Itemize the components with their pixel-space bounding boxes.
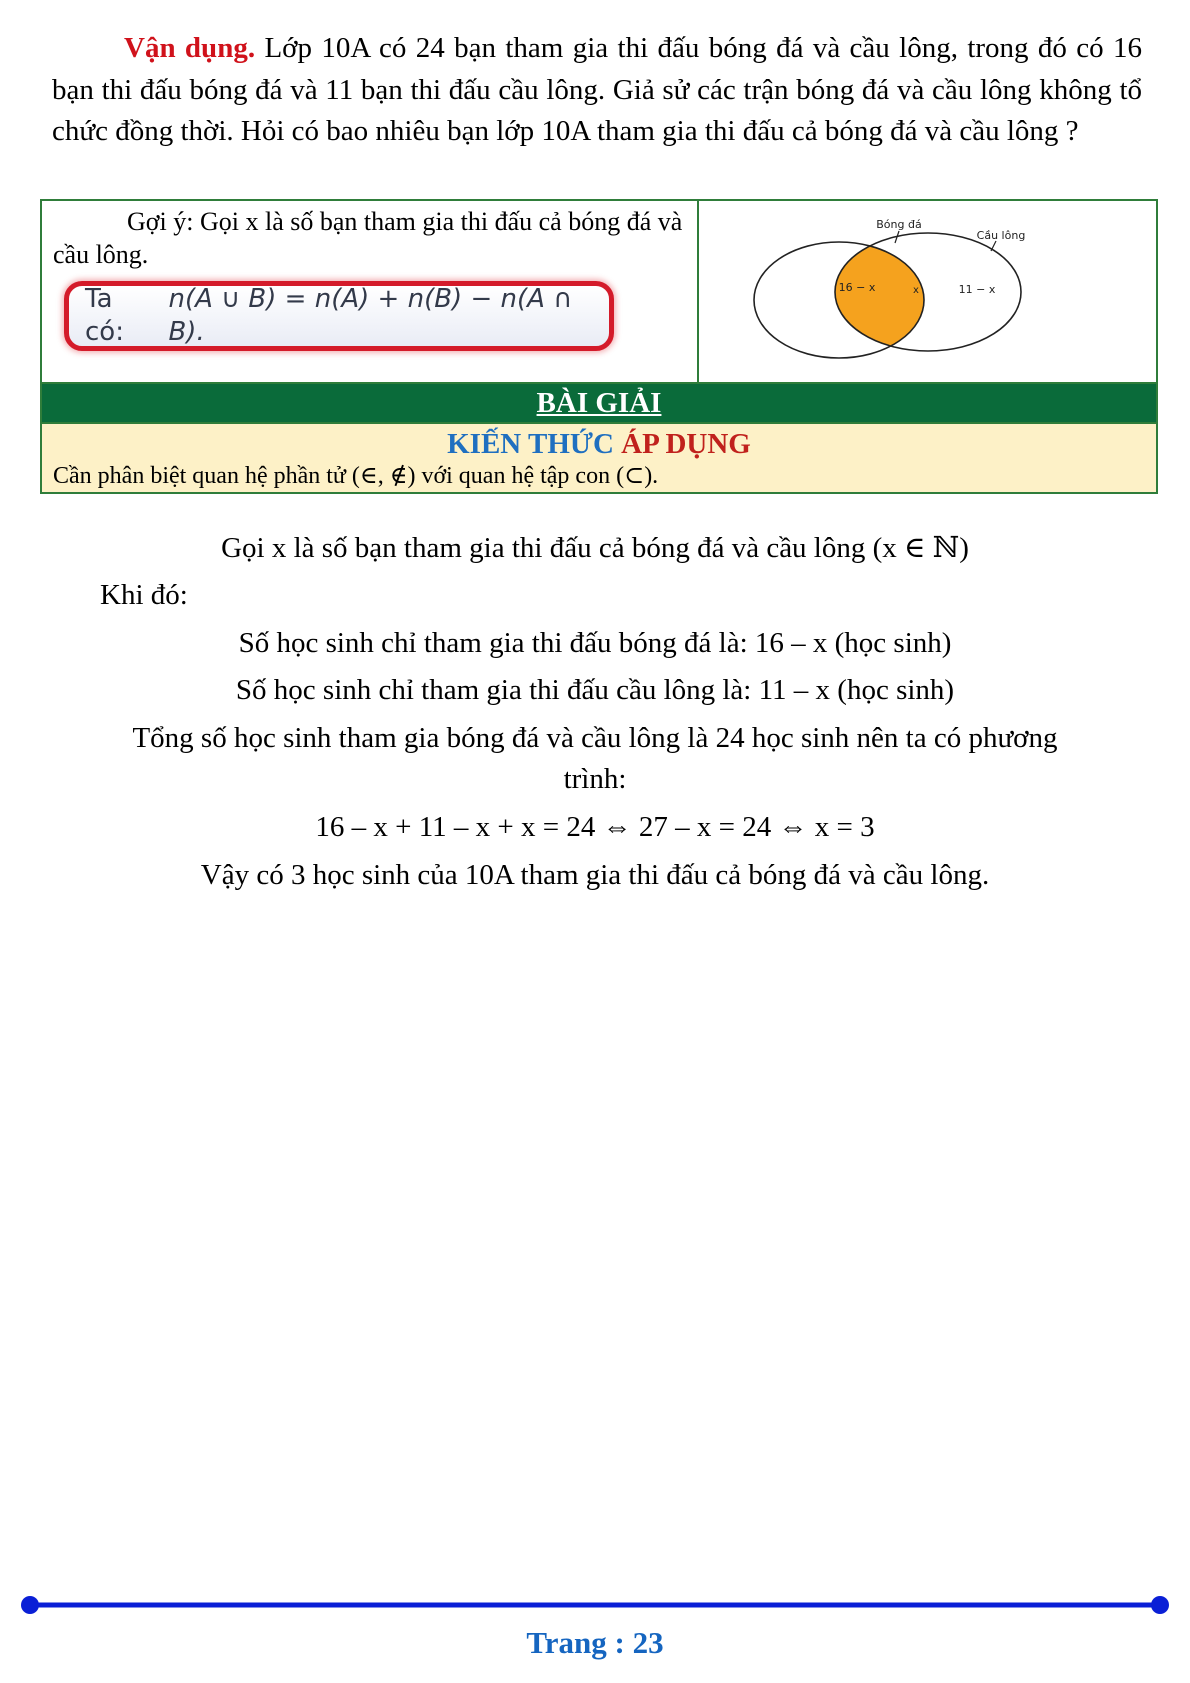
solution-line-4: Số học sinh chỉ tham gia thi đấu cầu lông là: 11 – x (học sinh) xyxy=(235,674,955,706)
formula-text: n(A ∪ B) = n(A) + n(B) − n(A ∩ B). xyxy=(168,284,573,347)
solution-equation: 16 – x + 11 – x + x = 24 ⇔ 27 – x = 24 ⇔ x = 3 xyxy=(315,811,875,843)
venn-diagram xyxy=(699,201,1156,380)
footer-dot-right xyxy=(1151,1596,1169,1614)
knowledge-title xyxy=(42,424,1156,462)
footer-divider xyxy=(0,1595,1190,1615)
solution-bar xyxy=(42,384,1156,424)
hint-text: Gợi ý: Gọi x là số bạn tham gia thi đấu cả bóng đá và cầu lông. xyxy=(53,207,683,269)
problem-lead: Vận dụng. xyxy=(124,32,256,64)
knowledge-title-part1: KIẾN THỨC xyxy=(447,428,614,460)
hint-row xyxy=(42,201,1156,384)
hint-cell xyxy=(42,201,699,382)
solution-line-2: Khi đó: xyxy=(100,579,188,611)
venn-cell xyxy=(699,201,1156,382)
formula-prefix: Ta có: xyxy=(85,284,124,347)
knowledge-text: Cần phân biệt quan hệ phần tử (∈, ∉) với quan hệ tập con (⊂). xyxy=(53,463,659,489)
page-number: Trang : 23 xyxy=(526,1625,664,1660)
solution-line-1: Gọi x là số bạn tham gia thi đấu cả bóng đá và cầu lông (x ∈ ℕ) xyxy=(221,532,969,564)
solution-line-5a: Tổng số học sinh tham gia bóng đá và cầu lông là 24 học sinh nên ta có phương xyxy=(132,722,1058,754)
knowledge-panel xyxy=(42,424,1156,492)
solution-line-3: Số học sinh chỉ tham gia thi đấu bóng đá là: 16 – x (học sinh) xyxy=(238,627,952,659)
problem-text: Lớp 10A có 24 bạn tham gia thi đấu bóng đá và cầu lông, trong đó có 16 bạn thi đấu bóng đá và 11 bạn thi đấu cầu lông. Giả sử các trận bóng đá và cầu lông không tổ chức đồng thời. Hỏi có bao nhiêu bạn lớp 10A tham gia thi đấu cả bóng đá và cầu lông ? xyxy=(52,32,1142,147)
knowledge-title-part2: ÁP DỤNG xyxy=(613,428,751,460)
problem-statement xyxy=(52,28,1142,153)
solution-conclusion: Vậy có 3 học sinh của 10A tham gia thi đấu cả bóng đá và cầu lông. xyxy=(200,859,990,891)
formula-box xyxy=(64,281,614,351)
venn-label-a: Bóng đá xyxy=(876,218,922,231)
solution-line-5b: trình: xyxy=(563,763,627,795)
venn-only-a: 16 − x xyxy=(838,281,876,294)
hint-box xyxy=(40,199,1158,494)
solution-bar-title: BÀI GIẢI xyxy=(536,387,662,419)
venn-label-b: Cầu lông xyxy=(976,229,1026,242)
footer-dot-left xyxy=(21,1596,39,1614)
venn-only-b: 11 − x xyxy=(958,283,996,296)
venn-both: x xyxy=(913,285,919,296)
